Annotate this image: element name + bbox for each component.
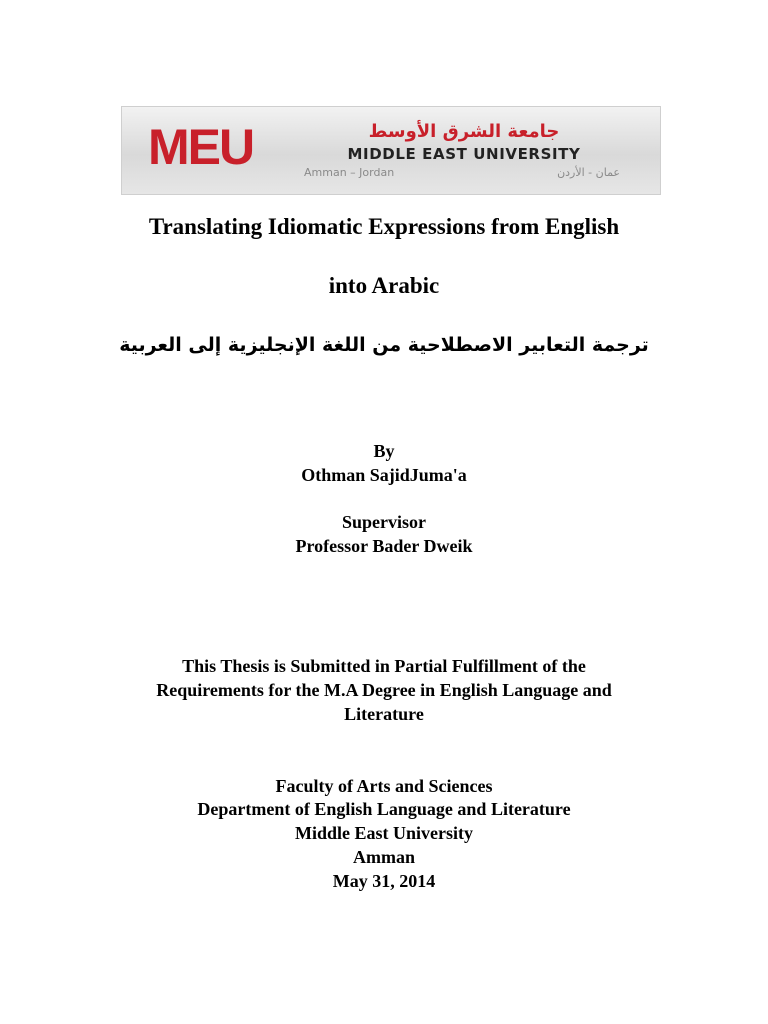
thesis-title-arabic: ترجمة التعابير الاصطلاحية من اللغة الإنجليزية إلى العربية (119, 334, 649, 356)
university-name: Middle East University (295, 823, 473, 843)
submission-statement-line-3: Literature (344, 704, 424, 724)
faculty-name: Faculty of Arts and Sciences (275, 776, 493, 796)
university-name-arabic: جامعة الشرق الأوسط (368, 121, 560, 142)
submission-date: May 31, 2014 (332, 871, 436, 891)
city-name: Amman (353, 847, 415, 867)
author-name: Othman SajidJuma'a (301, 465, 467, 485)
university-name-english: MIDDLE EAST UNIVERSITY (347, 145, 581, 163)
university-logo-banner (121, 106, 661, 195)
by-label: By (373, 441, 395, 461)
location-arabic: عمان - الأردن (557, 166, 620, 179)
supervisor-label: Supervisor (341, 512, 426, 532)
meu-logo-mark: MEU (148, 119, 254, 175)
thesis-title-line-1: Translating Idiomatic Expressions from English (148, 214, 620, 239)
supervisor-name: Professor Bader Dweik (295, 536, 473, 556)
department-name: Department of English Language and Literature (197, 799, 571, 819)
location-english: Amman – Jordan (304, 166, 395, 179)
submission-statement-line-2: Requirements for the M.A Degree in English Language and (156, 680, 612, 700)
thesis-title-line-2: into Arabic (328, 273, 440, 298)
submission-statement-line-1: This Thesis is Submitted in Partial Fulfillment of the (182, 656, 586, 676)
